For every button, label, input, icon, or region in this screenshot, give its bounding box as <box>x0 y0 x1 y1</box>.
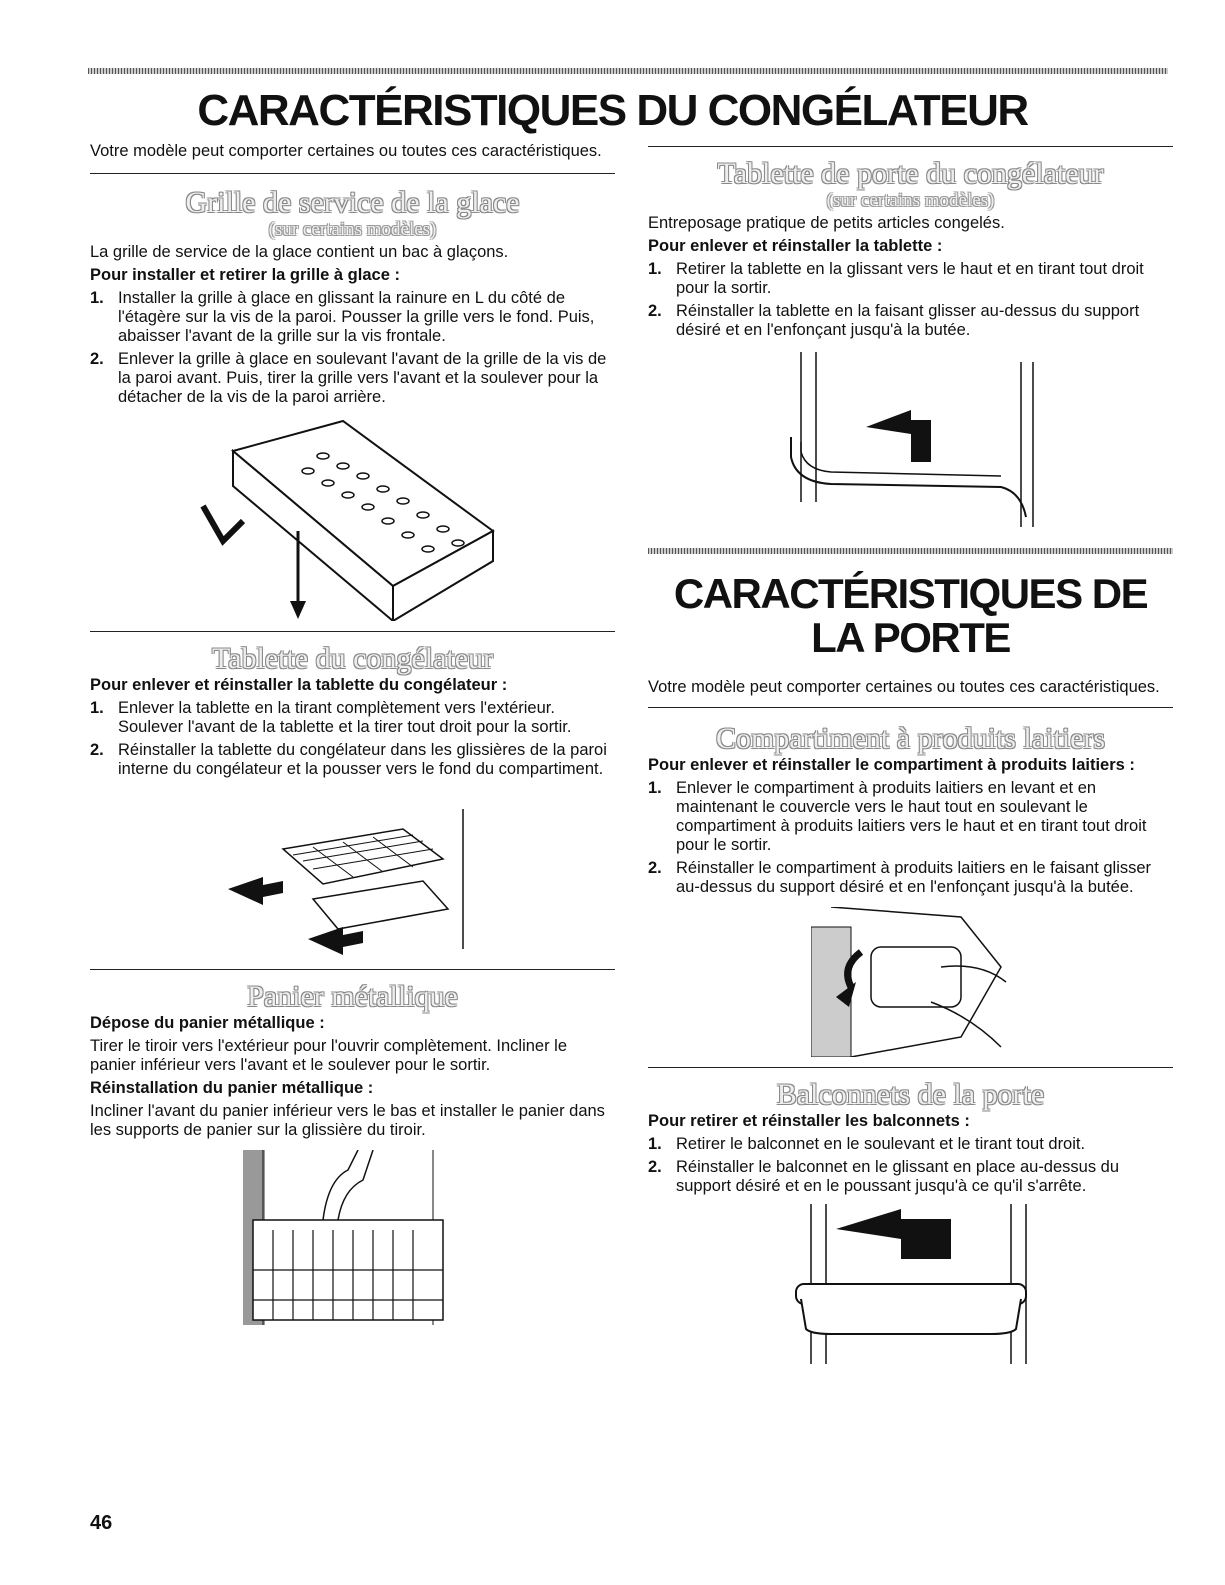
section-title-wire-basket: Panier métallique <box>247 980 458 1013</box>
list-item: 1. Enlever la tablette en la tirant complètement vers l'extérieur. Soulever l'avant de la tablette et la tirer tout droit pour la sortir. <box>90 699 572 736</box>
dairy-steps <box>648 779 1173 897</box>
list-item: 1. Retirer le balconnet en le soulevant et le tirant tout droit. <box>648 1135 1086 1153</box>
basket-heading-2: Réinstallation du panier métallique : <box>90 1079 374 1097</box>
list-item: 2. Réinstaller le balconnet en le glissant en place au-dessus du support désiré et en le poussant jusqu'à ce qu'il s'arrête. <box>648 1158 1120 1195</box>
freezer-shelf-heading: Pour enlever et réinstaller la tablette du congélateur : <box>90 676 508 694</box>
list-item: 2. Réinstaller la tablette en la faisant glisser au-dessus du support désiré et en l'enfonçant jusqu'à la butée. <box>648 302 1140 339</box>
list-item: 2. Réinstaller le compartiment à produits laitiers en le faisant glisser au-dessus du support désiré et en l'enfonçant jusqu'à la butée. <box>648 859 1152 896</box>
section-title-ice-rack: Grille de service de la glace <box>185 186 520 219</box>
door-shelf-desc: Entreposage pratique de petits articles congelés. <box>648 214 1005 232</box>
door-features-intro: Votre modèle peut comporter certaines ou toutes ces caractéristiques. <box>648 678 1160 696</box>
ice-rack-steps <box>90 289 615 407</box>
divider <box>648 146 1173 147</box>
section-title-door-shelf: Tablette de porte du congélateur <box>717 157 1104 190</box>
basket-text-1: Tirer le tiroir vers l'extérieur pour l'ouvrir complètement. Incliner le panier inférieur vers l'avant et le soulever pour le sortir. <box>90 1037 568 1074</box>
divider <box>648 707 1173 708</box>
door-bin-illustration <box>791 1204 1031 1364</box>
divider <box>90 173 615 174</box>
section-subtitle: (sur certains modèles) <box>268 219 437 240</box>
divider <box>648 1067 1173 1068</box>
dotted-divider <box>648 548 1173 554</box>
freezer-shelf-steps <box>90 699 615 779</box>
page-number: 46 <box>90 1512 113 1534</box>
list-item: 1. Enlever le compartiment à produits laitiers en levant et en maintenant le couvercle vers le haut tout en soulevant le compartiment à produits laitiers vers le haut et en tirant tout droit pour le sortir. <box>648 779 1147 854</box>
dairy-illustration <box>811 907 1011 1057</box>
section-title-freezer-shelf: Tablette du congélateur <box>211 642 494 675</box>
door-bins-steps <box>648 1135 1173 1196</box>
door-shelf-steps <box>648 260 1173 340</box>
ice-rack-heading: Pour installer et retirer la grille à glace : <box>90 266 400 284</box>
door-shelf-heading: Pour enlever et réinstaller la tablette : <box>648 237 943 255</box>
door-shelf-illustration <box>771 352 1051 532</box>
basket-heading-1: Dépose du panier métallique : <box>90 1014 325 1032</box>
top-dotted-bar <box>88 68 1168 74</box>
list-item: 2. Réinstaller la tablette du congélateur dans les glissières de la paroi interne du congélateur et la pousser vers le fond du compartiment. <box>90 741 607 778</box>
basket-text-2: Incliner l'avant du panier inférieur vers le bas et installer le panier dans les supports de panier sur la glissière du tiroir. <box>90 1102 605 1139</box>
divider <box>90 969 615 970</box>
section-title-door-bins: Balconnets de la porte <box>776 1078 1045 1111</box>
page-title: CARACTÉRISTIQUES DU CONGÉLATEUR <box>197 86 1028 135</box>
list-item: 2. Enlever la grille à glace en soulevant l'avant de la grille de la vis de la paroi avant. Puis, tirer la grille vers l'avant et la soulever pour la détacher de la vis de la paroi arrière. <box>90 350 607 406</box>
ice-rack-desc: La grille de service de la glace contient un bac à glaçons. <box>90 243 509 261</box>
ice-rack-illustration <box>193 411 513 621</box>
section-subtitle: (sur certains modèles) <box>826 190 995 211</box>
door-bins-heading: Pour retirer et réinstaller les balconnets : <box>648 1112 970 1130</box>
intro-text: Votre modèle peut comporter certaines ou toutes ces caractéristiques. <box>90 142 602 160</box>
section-title-dairy: Compartiment à produits laitiers <box>715 722 1106 755</box>
left-column <box>90 142 615 1330</box>
wire-basket-illustration <box>233 1150 473 1330</box>
door-features-title: CARACTÉRISTIQUES DE LA PORTE <box>673 570 1148 661</box>
list-item: 1. Retirer la tablette en la glissant vers le haut et en tirant tout droit pour la sortir. <box>648 260 1144 297</box>
list-item: 1. Installer la grille à glace en glissant la rainure en L du côté de l'étagère sur la vis de la paroi. Pousser la grille vers le fond. Puis, abaisser l'avant de la grille sur la vis frontale. <box>90 289 595 345</box>
right-column <box>648 142 1173 1364</box>
freezer-shelf-illustration <box>223 789 483 959</box>
divider <box>90 631 615 632</box>
dairy-heading: Pour enlever et réinstaller le compartiment à produits laitiers : <box>648 756 1135 774</box>
